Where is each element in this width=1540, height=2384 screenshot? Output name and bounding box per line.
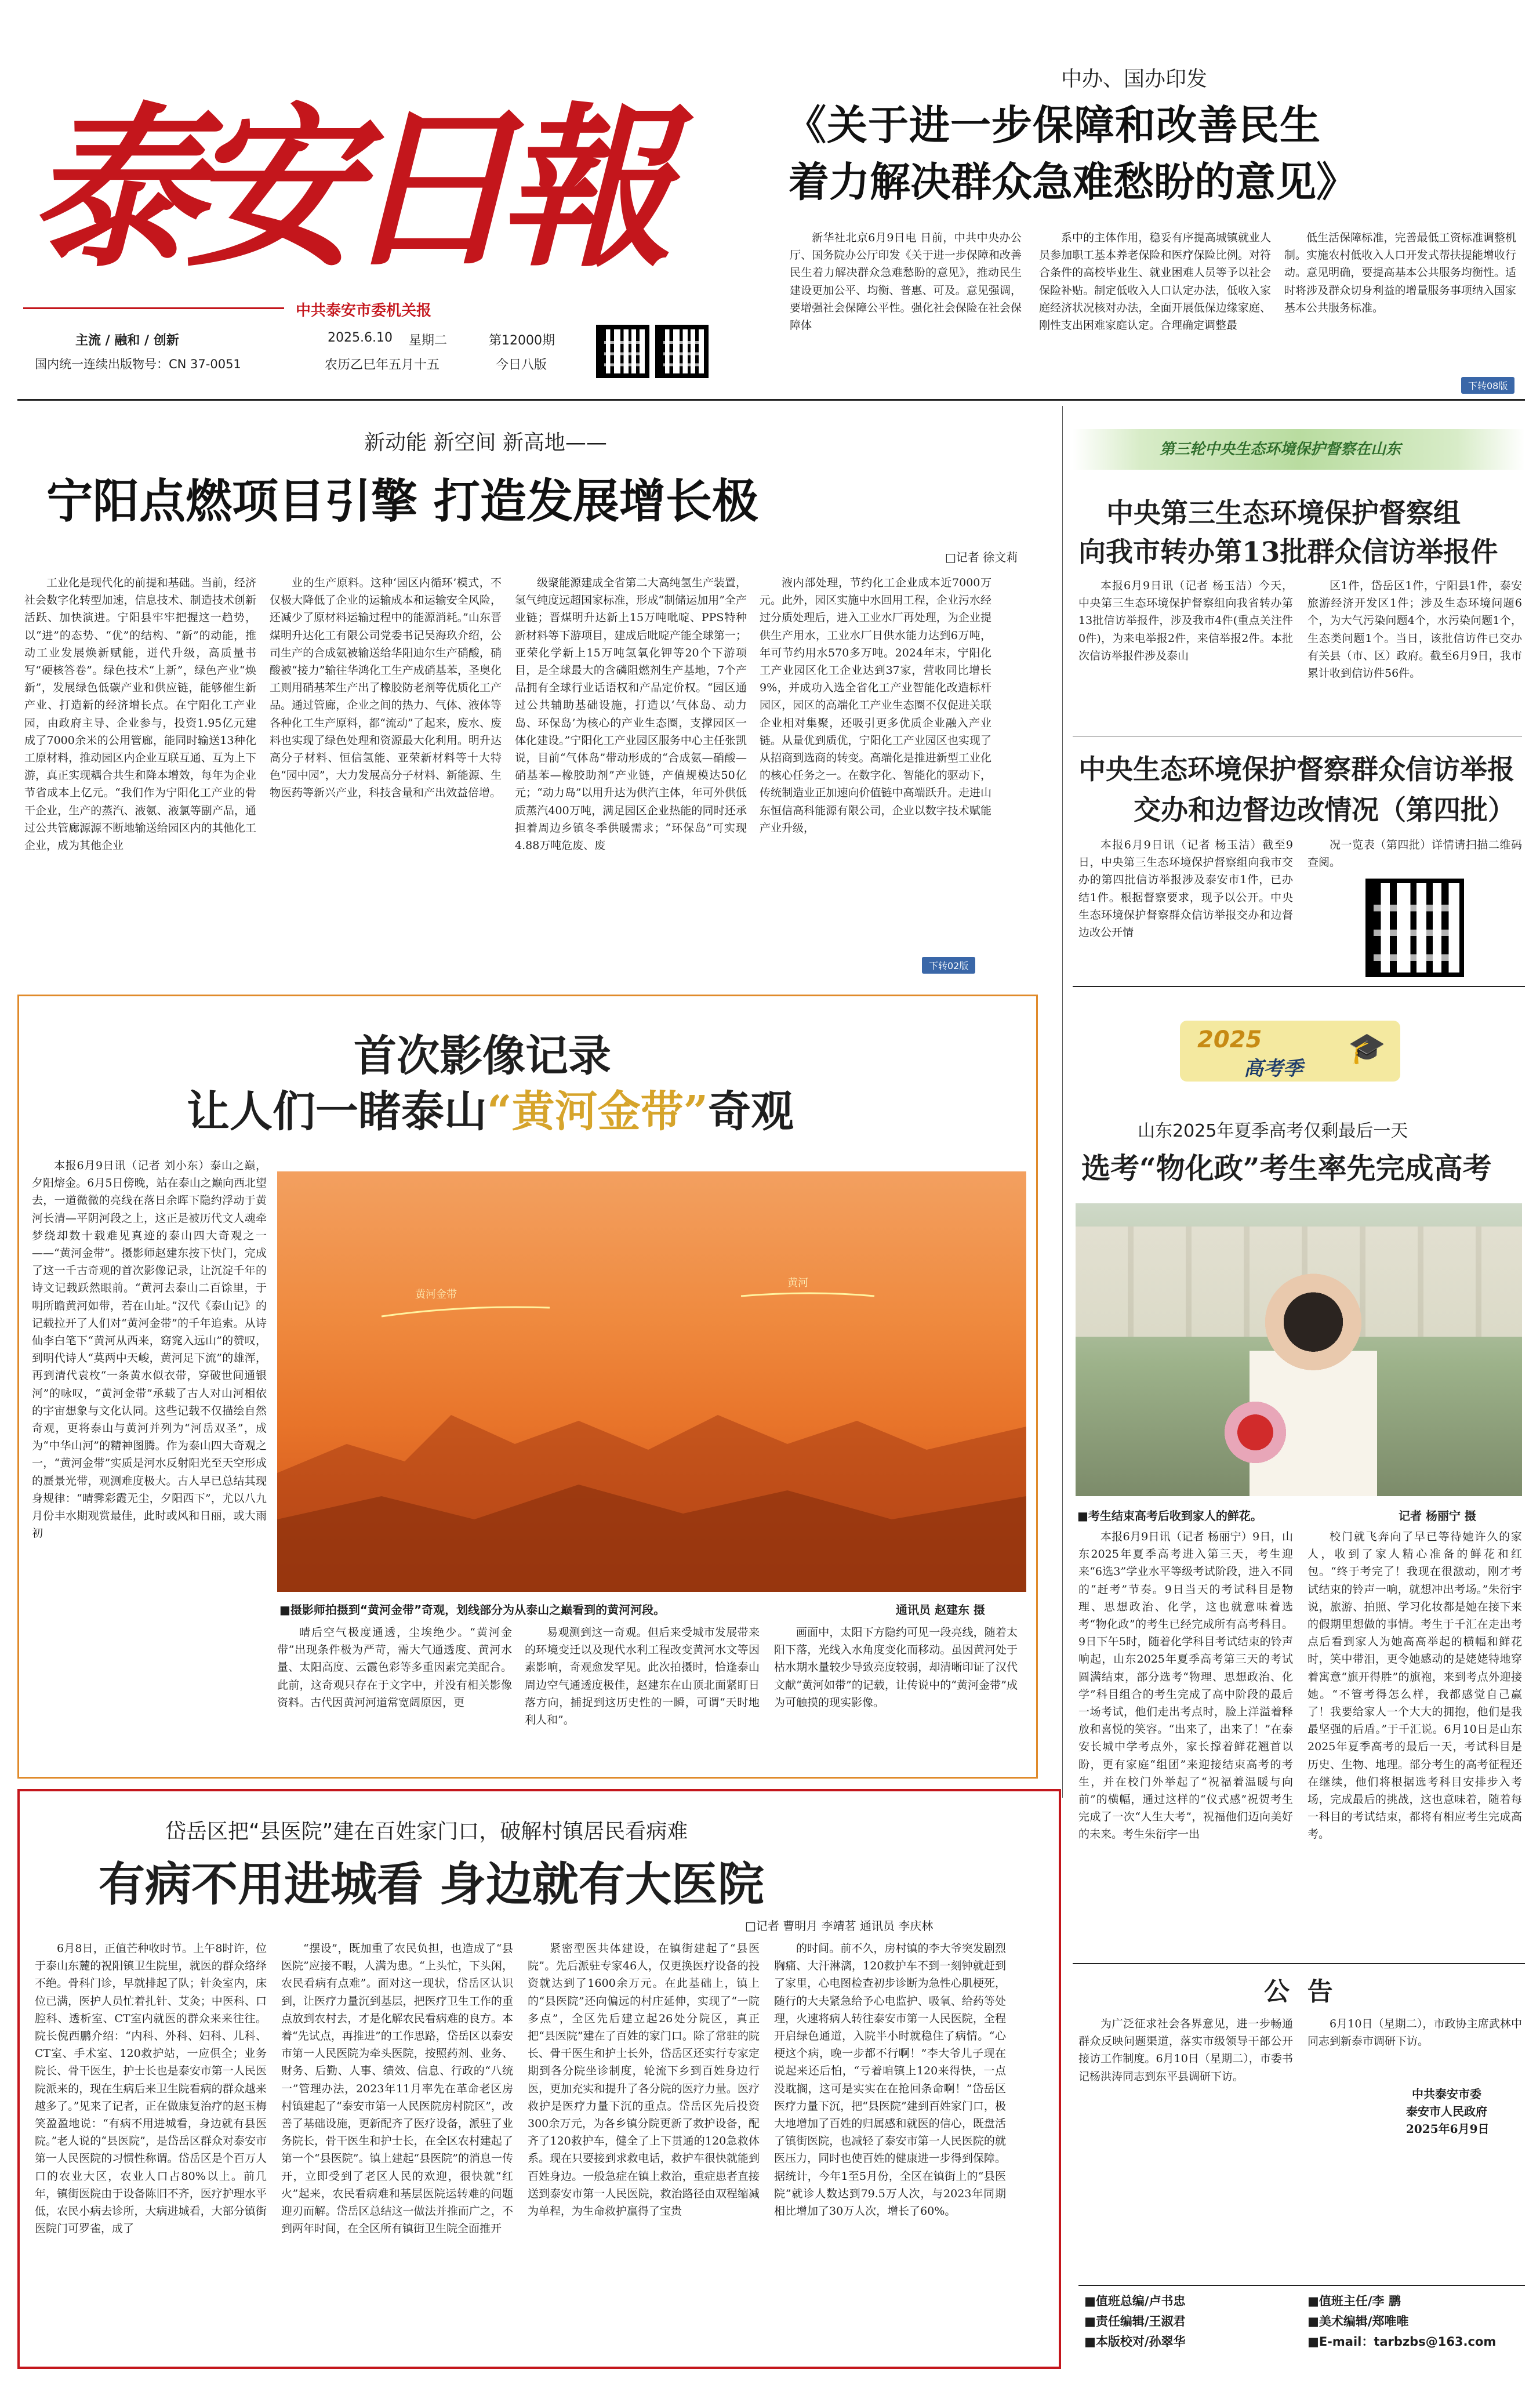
photo-story-title-2 bbox=[187, 1077, 794, 1139]
gaokao-badge-year: 2025 bbox=[1197, 1026, 1262, 1053]
env1-col-a: 本报6月9日讯（记者 杨玉洁）今天，中央第三生态环境保护督察组向我省转办第13批信访举报件，涉及我市4件(重点关注件0件)，为来电举报2件，来信举报2件。本批次信访举报件涉及泰山 bbox=[1078, 579, 1293, 662]
env-banner bbox=[1073, 429, 1525, 470]
lead-col-3: 低生活保障标准，完善最低工资标准调整机制。实施农村低收入人口开发式帮扶提能增收行动。意见明确，要提高基本公共服务均衡性。适时将涉及群众切身利益的增量服务事项纳入国家基本公共服务标准。 bbox=[1284, 231, 1516, 314]
weekday: 星期二 bbox=[409, 333, 448, 348]
photo-story-left-col: 本报6月9日讯（记者 刘小东）泰山之巅，夕阳熔金。6月5日傍晚，站在泰山之巅向西北望去，一道微微的亮线在落日余晖下隐约浮动于黄河长清—平阴河段之上，这正是被历代文人魂牵梦绕却数十载难见真迹的泰山四大奇观之一——“黄河金带”。摄影师赵建东按下快门，完成了这一千古奇观的首次影像记录，让沉淀千年的诗文记载跃然眼前。“黄河去泰山二百馀里，于明所瞻黄河如带，若在山址。”汉代《泰山记》的记载拉开了人们对“黄河金带”的千年追索。从诗仙李白笔下“黄河从西来，窈窕入远山”的赞叹，到明代诗人“莫两中天峻，黄河足下流”的雄浑，再到清代袁枚“一条黄水似衣带，穿破世间通银河”的咏叹，“黄河金带”承载了古人对山河相依的宇宙想象与文化认同。这些记载不仅描绘自然奇观，更将泰山与黄河并列为“河岳双圣”，成为“中华山河”的精神图腾。作为泰山四大奇观之一，“黄河金带”实质是河水反射阳光至天空形成的蜃景光带，观测难度极大。古人早已总结其现身规律：“晴霁彩霞无尘，夕阳西下”，尤以八九月份丰水期观赏最佳，此时或风和日丽，或大雨初 bbox=[32, 1159, 267, 1540]
photo-story-title-1: 首次影像记录 bbox=[354, 1031, 611, 1081]
lead-title-1: 《关于进一步保障和改善民生 bbox=[786, 101, 1321, 149]
notice-title: 公 告 bbox=[1264, 1977, 1333, 2006]
lead-col-2: 系中的主体作用，稳妥有序提高城镇就业人员参加职工基本养老保险和医疗保险比例。对符合条件的高校毕业生、就业困难人员等予以社会保险补贴。制定低收入人口认定办法，低收入家庭经济状况核对办法，全面开展低保边缘家庭、刚性支出困难家庭认定。合理确定调整最 bbox=[1039, 231, 1271, 332]
svg-text:泰安日報: 泰安日報 bbox=[29, 86, 655, 291]
notice-col-a: 为广泛征求社会各界意见，进一步畅通群众反映问题渠道，落实市级领导干部公开接访工作制度。6月10日（星期二），市委书记杨洪涛同志到东平县调研下访。 bbox=[1078, 2017, 1293, 2083]
photo-caption: ■摄影师拍摄到“黄河金带”奇观，划线部分为从泰山之巅看到的黄河河段。 bbox=[279, 1603, 666, 1617]
env2-col-a: 本报6月9日讯（记者 杨玉洁）截至9日，中央第三生态环境保护督察组向我市交办的第四批信访举报涉及泰安市1件，已办结1件。根据督察要求，现予以公开。中央生态环境保护督察群众信访举报交办和边督边改公开情 bbox=[1078, 839, 1293, 939]
hospital-col-4: 的时间。前不久，房村镇的李大爷突发剧烈胸痛、大汗淋漓，120救护车不到一刻钟就赶到了家里，心电图检查初步诊断为急性心肌梗死，随行的大夫紧急给予心电监护、吸氧、给药等处理，火速将病人转往泰安市第一人民医院，全程开启绿色通道，入院半小时就稳住了病情。“心梗这个病，晚一步都不行啊！”李大爷儿子现在说起来还后怕，“亏着咱镇上120来得快，一点没耽搁，这可是实实在在抢回条命啊！”岱岳区医疗力量下沉，把“县医院”建到百姓家门口，极大地增加了百姓的归属感和就医的信心，既盘活了镇街医院，也减轻了泰安市第一人民医院的就医压力，同时也使百姓的健康进一步得到保障。据统计，今年1至5月份，全区在镇街上的“县医院”就诊人数达到79.5万人次，与2023年同期相比增加了30万人次，增长了60%。 bbox=[774, 1942, 1006, 2218]
title-2-post: 奇观 bbox=[708, 1087, 794, 1137]
photo-flowers bbox=[1221, 1395, 1290, 1470]
organ-title: 中共泰安市委机关报 bbox=[296, 302, 432, 320]
env2-title-2: 交办和边督边改情况（第四批） bbox=[1134, 794, 1515, 826]
issue-number: 第12000期 bbox=[489, 333, 555, 348]
title-2-quote: “黄河金带” bbox=[487, 1087, 709, 1137]
gaokao-caption: ■考生结束高考后收到家人的鲜花。 bbox=[1077, 1509, 1262, 1523]
lead-jump: 下转08版 bbox=[1461, 377, 1514, 394]
notice-sign-2: 泰安市人民政府 bbox=[1406, 2104, 1487, 2118]
editor-right-2: ■美术编辑/郑唯唯 bbox=[1307, 2314, 1409, 2328]
article1-col-1: 工业化是现代化的前提和基础。当前，经济社会数字化转型加速，信息技术、制造技术创新活跃、加快演进。宁阳县牢牢把握这一趋势，以“进”的态势、“优”的结构、“新”的动能，推动工业发展焕新赋能，迸代升级，高质量书写“硬核答卷”。绿色技术“上新”，绿色产业“焕新”，发展绿色低碳产业和供应链，能够催生新产业、打造新的经济增长点。在宁阳化工产业园，由政府主导、企业参与，投资1.95亿元建成了7000余米的公用管廊，能同时输送13种化工原材料，推动园区内企业互联互通、互为上下游，真正实现耦合共生和降本增效，每年为企业节省成本上亿元。“我们作为宁阳化工产业的骨干企业，生产的蒸汽、液氨、液氯等副产品，通过公共管廊源源不断地输送给园区内的其他化工企业，成为其他企业 bbox=[24, 576, 256, 852]
editor-right-1: ■值班主任/李 鹏 bbox=[1307, 2294, 1401, 2308]
env2-col-b: 况一览表（第四批）详情请扫描二维码查阅。 bbox=[1307, 839, 1522, 869]
masthead-qr-2 bbox=[655, 325, 709, 378]
gaokao-col-b: 校门就飞奔向了早已等待她许久的家人，收到了家人精心准备的鲜花和红包。“终于考完了！我现在很激动，刚才考试结束的铃声一响，就想冲出考场。”朱衍宇说，旅游、拍照、学习化妆都是她在接下来的假期里想做的事情。考生于千汇在走出考点后看到家人为她高高举起的横幅和鲜花时，笑中带泪，更令她感动的是姥姥特地穿着寓意“旗开得胜”的旗袍，来到考点外迎接她。“不管考得怎么样，我都感觉自己赢了！我要给家人一个大大的拥抱，他们是我最坚强的后盾。”于千汇说。6月10日是山东2025年夏季高考的最后一天，考试科目是历史、生物、地理。部分考生的高考征程还在继续，他们将根据选考科目安排步入考场，完成最后的挑战，这也意味着，随着每一科目的考试结束，都将有相应考生完成高考。 bbox=[1307, 1530, 1522, 1841]
hospital-col-3: 紧密型医共体建设，在镇街建起了“县医院”。先后派驻专家46人，仅更换医疗设备的投资就达到了1600余万元。在此基础上，镇上的“县医院”还向偏远的村庄延伸，实现了“一院多点”，全区先后建立起26处分院区，真正把“县医院”建在了百姓的家门口。除了常驻的院长、骨干医生和护士长外，岱岳区还实行专家定期到各分院坐诊制度，轮流下乡到百姓身边行医，更加充实和提升了各分院的医疗力量。医疗救护是医疗力量下沉的重点。岱岳区先后投资300余万元，为各乡镇分院更新了救护设备，配齐了120救护车，健全了上下贯通的120急救体系。现在只要接到求救电话，救护车很快就能到百姓身边。一般急症在镇上救治，重症患者直接送到泰安市第一人民医院，救治路径由双程缩减为单程，为生命救护赢得了宝贵 bbox=[528, 1942, 760, 2218]
article1-col-3: 级聚能源建成全省第二大高纯氢生产装置，氢气纯度远超国家标准，形成“制储运加用”全产业链；晋煤明升达新上15万吨吡啶、PPS特种新材料等下游项目，建成后吡啶产能全球第一；亚荣化学新上15万吨氢氧化钾等20个下游项目，是全球最大的含磷阻燃剂生产基地，7个产品拥有全球行业话语权和产品定价权。“园区通过公共辅助基础设施，打造以‘气体岛、动力岛、环保岛’为核心的产业生态圈，支撑园区一体化建设。”宁阳化工产业园区服务中心主任张凯说，目前“气体岛”带动形成的“合成氨—硝酸—硝基苯—橡胶助剂”产业链，产值规模达50亿元；“动力岛”以用升达为供汽主体，年可外供低质蒸汽400万吨，满足园区企业热能的同时还承担着周边乡镇冬季供暖需求；“环保岛”可实现4.88万吨危废、废 bbox=[515, 576, 747, 852]
article1-col-2: 业的生产原料。这种‘园区内循环’模式，不仅极大降低了企业的运输成本和运输安全风险，还减少了原材料运输过程中的能源消耗。”山东晋煤明升达化工有限公司党委书记吴海玖介绍，公司生产的合成氨被输送给华阳迪尔生产硝酸，硝酸被“接力”输往华鸿化工生产成硝基苯，圣奥化工则用硝基苯生产出了橡胶防老剂等优质化工产品。通过管廊，企业之间的热力、气体、液体等各种化工生产原料，都“流动”了起来，废水、废料也实现了绿色处理和资源最大化利用。明升达高分子材料、恒信氢能、亚荣新材料等十大特色“园中园”，大力发展高分子材料、新能源、生物医药等新兴产业，科技含量和产出效益倍增。 bbox=[270, 576, 502, 800]
slogan: 主流 / 融和 / 创新 bbox=[75, 333, 179, 348]
env2-title-1: 中央生态环境保护督察群众信访举报 bbox=[1078, 754, 1514, 786]
newspaper-logo bbox=[23, 17, 655, 291]
article1-title: 宁阳点燃项目引擎 打造发展增长极 bbox=[46, 474, 758, 528]
title-2-pre: 让人们一睹泰山 bbox=[187, 1087, 487, 1137]
photo-story-b3: 画面中，太阳下方隐约可见一段亮线，随着太阳下落，光线入水角度变化而移动。虽因黄河处于枯水期水量较少导致亮度较弱，却清晰印证了汉代文献“黄河如带”的记载，让传说中的“黄河金带”成为可触摸的现实影像。 bbox=[774, 1626, 1018, 1709]
gaokao-badge bbox=[1180, 1021, 1400, 1082]
article1-byline: □记者 徐文莉 bbox=[945, 550, 1018, 564]
gaokao-col-a: 本报6月9日讯（记者 杨丽宁）9日，山东2025年夏季高考进入第三天，考生迎来“6选3”学业水平等级考试阶段，进入不同的“赶考”节奏。9日当天的考试科目是物理、思想政治、化学，这也就意味着选考“物化政”的考生已经完成所有高考科目。9日下午5时，随着化学科目考试结束的铃声响起，山东2025年夏季高考第三天的考试圆满结束，部分选考“物理、思想政治、化学”科目组合的考生完成了高中阶段的最后一场考试，他们走出考点时，脸上洋溢着释放和喜悦的笑容。“出来了，出来了！”在泰安长城中学考点外，家长撑着鲜花翘首以盼，更有家庭“组团”来迎接结束高考的考生，并在校门外举起了“祝福着温暖与向前”的横幅，通过这样的“仪式感”祝贺考生完成了一次“人生大考”，祝福他们迈向美好的未来。考生朱衍宇一出 bbox=[1078, 1530, 1293, 1841]
article1-jump: 下转02版 bbox=[922, 957, 975, 974]
editor-left-3: ■本版校对/孙翠华 bbox=[1084, 2335, 1186, 2349]
gaokao-credit: 记者 杨丽宁 摄 bbox=[1399, 1509, 1476, 1523]
photo-story-b2: 易观测到这一奇观。但后来受城市发展带来的环境变迁以及现代水利工程改变黄河水文等因素影响，奇观愈发罕见。此次拍摄时，恰逢泰山周边空气通透度极佳，赵建东在山顶北面紧盯日落方向，捕捉到这历史性的一瞬，可谓“天时地利人和”。 bbox=[525, 1626, 760, 1727]
env-banner-text: 第三轮中央生态环境保护督察在山东 bbox=[1160, 441, 1401, 458]
hospital-kicker: 岱岳区把“县医院”建在百姓家门口，破解村镇居民看病难 bbox=[165, 1820, 688, 1844]
gaokao-kicker: 山东2025年夏季高考仅剩最后一天 bbox=[1138, 1121, 1408, 1141]
lead-col-1: 新华社北京6月9日电 日前，中共中央办公厅、国务院办公厅印发《关于进一步保障和改善民生着力解决群众急难愁盼的意见》，推动民生建设更加公平、均衡、普惠、可及。意见强调，要增强社会保障公平性。强化社会保险在社会保障体 bbox=[790, 231, 1022, 332]
gaokao-photo bbox=[1076, 1203, 1522, 1496]
gaokao-title: 选考“物化政”考生率先完成高考 bbox=[1081, 1151, 1492, 1185]
masthead bbox=[23, 17, 655, 372]
notice-col-b: 6月10日（星期二），市政协主席武林中同志到新泰市调研下访。 bbox=[1307, 2017, 1522, 2048]
hospital-byline: □记者 曹明月 李靖茗 通讯员 李庆林 bbox=[745, 1919, 934, 1933]
hospital-col-1: 6月8日，正值芒种收时节。上午8时许，位于泰山东麓的祝阳镇卫生院里，就医的群众络绎不绝。骨科门诊，早就排起了队；针灸室内，床位已满，医护人员忙着扎针、艾灸；中医科、口腔科、透析室、CT室内就医的群众来来往往。院长倪西鹏介绍：“内科、外科、妇科、儿科、CT室、手术室、120救护站，一应俱全；业务院长、骨干医生，护士长也是泰安市第一人民医院派来的，现在生病后来卫生院看病的群众越来越多了。”见来了记者，正在做康复治疗的赵玉梅笑盈盈地说：“有病不用进城看，身边就有县医院。”老人说的“县医院”，是岱岳区群众对泰安市第一人民医院的习惯性称谓。岱岳区是个百万人口的农业大区，农业人口占80%以上。前几年，镇街医院由于设备陈旧不齐，医疗护理水平低，农民小病去诊所，大病进城看，大部分镇街医院门可罗雀，成了 bbox=[35, 1942, 267, 2236]
article1-col-4: 液内部处理，节约化工企业成本近7000万元。此外，园区实施中水回用工程，企业污水经过分质处理后，进入工业水厂再处理，为企业提供生产用水，工业水厂日供水能力达到6万吨，年可节约用水570多万吨。2024年末，宁阳化工产业园区化工企业达到37家，营收同比增长9%，并成功入选全省化工产业智能化改造标杆园区，园区的高端化工产业生态圈不仅促进关联企业相对集聚，还吸引更多优质企业融入产业链。从量优到质优，宁阳化工产业园区也实现了从招商到选商的转变。高端化是推进新型工业化的核心任务之一。在数字化、智能化的驱动下，传统制造业正加速向价值链中高端跃升。走进山东恒信高科能源有限公司，企业以数字技术赋能产业升级， bbox=[760, 576, 991, 834]
river-lines bbox=[277, 1171, 1026, 1592]
env1-col-b: 区1件，岱岳区1件，宁阳县1件，泰安旅游经济开发区1件；涉及生态环境问题6个，为大气污染问题4个，水污染问题1个，生态类问题1个。当日，该批信访件已交办有关县（市、区）政府。截至6月9日，我市累计收到信访件56件。 bbox=[1307, 579, 1522, 680]
editors-box bbox=[1078, 2285, 1525, 2364]
article1-kicker: 新动能 新空间 新高地—— bbox=[364, 431, 607, 455]
lunar-date: 农历乙巳年五月十五 bbox=[325, 358, 440, 372]
editor-left-1: ■值班总编/卢书忠 bbox=[1084, 2294, 1186, 2308]
env1-title-2: 向我市转办第13批群众信访举报件 bbox=[1078, 536, 1498, 568]
page-count: 今日八版 bbox=[496, 358, 547, 372]
cn-number: 国内统一连续出版物号：CN 37-0051 bbox=[35, 357, 241, 371]
notice-date: 2025年6月9日 bbox=[1406, 2122, 1490, 2136]
graduation-cap-icon: 🎓 bbox=[1348, 1031, 1386, 1066]
env1-title-1: 中央第三生态环境保护督察组 bbox=[1106, 498, 1461, 529]
photo-label-left: 黄河金带 bbox=[415, 1289, 457, 1301]
env2-qr bbox=[1365, 879, 1464, 977]
river-band-left bbox=[382, 1307, 550, 1316]
photo-story-b1: 晴后空气极度通透，尘埃绝少。“黄河金带”出现条件极为严苛，需大气通透度、黄河水量、太阳高度、云霞色彩等多重因素完美配合。此前，这奇观只存在于文字中，并没有相关影像资料。古代因黄河河道常宽阔原因，更 bbox=[277, 1626, 512, 1709]
notice-sign-1: 中共泰安市委 bbox=[1412, 2087, 1481, 2101]
issue-date: 2025.6.10 bbox=[328, 331, 393, 345]
editor-right-3: ■E-mail：tarbzbs@163.com bbox=[1307, 2335, 1497, 2349]
editor-left-2: ■责任编辑/王淑君 bbox=[1084, 2314, 1186, 2328]
hospital-col-2: “摆设”，既加重了农民负担，也造成了“县医院”应接不暇，人满为患。“上头忙，下头闲，农民看病有点难”。面对这一现状，岱岳区认识到，让医疗力量沉到基层，把医疗卫生工作的重点放到农村去，才是化解农民看病难的良方。本着“先试点，再推进”的工作思路，岱岳区以泰安市第一人民医院为牵头医院，按照药剂、业务、财务、后勤、人事、绩效、信息、行政的“八统一”管理办法，2023年11月率先在革命老区房村镇建起了“泰安市第一人民医院房村院区”，改善了基础设施，更新配齐了医疗设备，派驻了业务院长，骨干医生和护士长，在全区农村建起了第一个“县医院”。镇上建起“县医院”的消息一传开，立即受到了老区人民的欢迎，很快就“红火”起来，农民看病难和基层医院运转难的问题迎刃而解。岱岳区总结这一做法并推而广之，不到两年时间，在全区所有镇街卫生院全面推开 bbox=[281, 1942, 513, 2236]
hospital-title: 有病不用进城看 身边就有大医院 bbox=[99, 1857, 764, 1911]
photo-label-right: 黄河 bbox=[787, 1277, 808, 1289]
lead-kicker: 中办、国办印发 bbox=[1061, 67, 1208, 91]
photo-credit: 通讯员 赵建东 摄 bbox=[896, 1603, 985, 1617]
yellow-river-photo bbox=[277, 1171, 1026, 1592]
river-band-right bbox=[741, 1293, 874, 1296]
lead-title-2: 着力解决群众急难愁盼的意见》 bbox=[789, 158, 1357, 206]
masthead-qr-1 bbox=[596, 325, 649, 378]
gaokao-badge-text: 高考季 bbox=[1244, 1057, 1303, 1080]
